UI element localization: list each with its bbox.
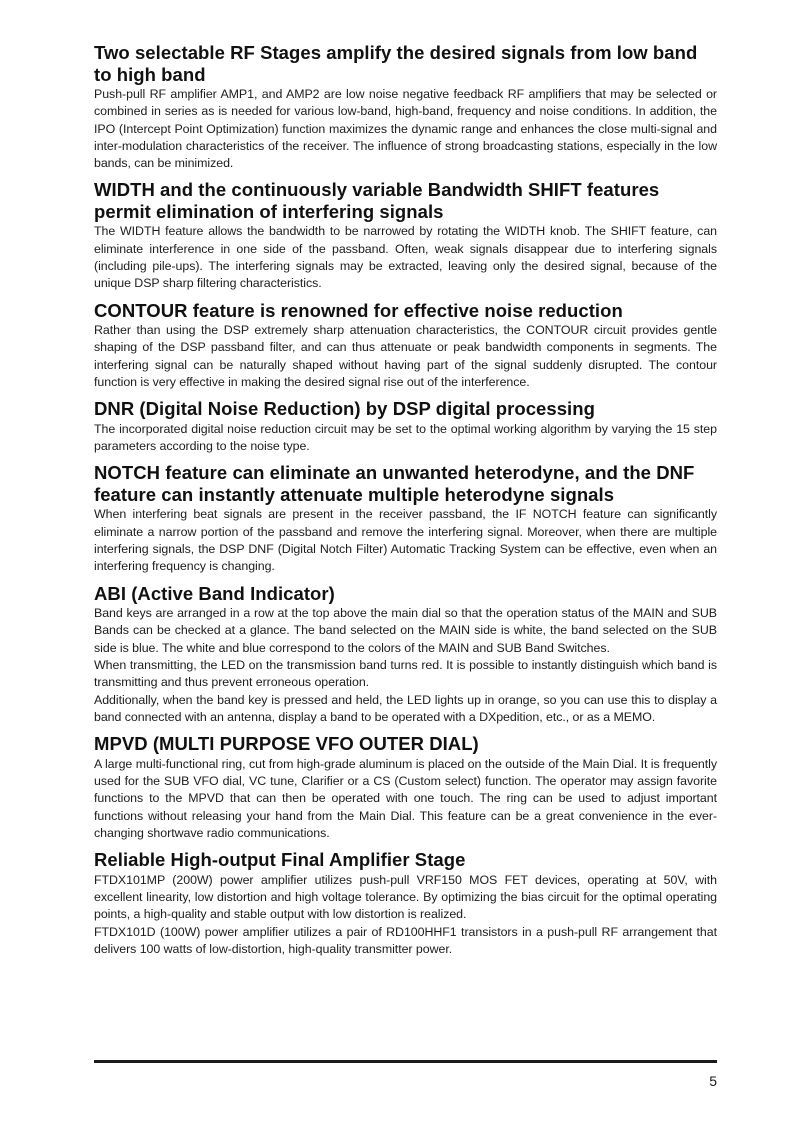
section-paragraph: A large multi-functional ring, cut from high-grade aluminum is placed on the outside of the Main Dial. It is frequently used for the SUB VFO dial, VC tune, Clarifier or a CS (Custom select) function. The operator may assign favorite functions to the MPVD that can then be operated with one touch. The ring can be used to adjust important functions without releasing your hand from the Main Dial. This feature can be a great convenience in the ever-changing shortwave radio communications. [94,756,717,840]
section-paragraph: Push-pull RF amplifier AMP1, and AMP2 are low noise negative feedback RF amplifiers that may be selected or combined in series as is needed for various low-band, high-band, frequency and noise conditions. In addition, the IPO (Intercept Point Optimization) function maximizes the dynamic range and enhances the close multi-signal and inter-modulation characteristics of the receiver. The influence of strong broadcasting stations, especially in the low bands, can be minimized. [94,87,717,171]
section-notch-dnf [94,462,717,575]
section-paragraph: When transmitting, the LED on the transmission band turns red. It is possible to instantly distinguish which band is transmitting and thus prevent erroneous operation. [94,658,717,690]
section-contour [94,300,717,392]
section-paragraph: FTDX101D (100W) power amplifier utilizes a pair of RD100HHF1 transistors in a push-pull RF arrangement that delivers 100 watts of low-distortion, high-quality transmitter power. [94,924,717,956]
page-content [94,42,717,965]
section-heading: NOTCH feature can eliminate an unwanted heterodyne, and the DNF feature can instantly attenuate multiple heterodyne signals [94,462,695,505]
section-dnr [94,398,717,455]
section-heading: Two selectable RF Stages amplify the desired signals from low band to high band [94,42,698,85]
section-heading: DNR (Digital Noise Reduction) by DSP digital processing [94,398,595,420]
section-width-shift [94,179,717,292]
section-heading: ABI (Active Band Indicator) [94,582,335,604]
footer-rule [94,1060,717,1063]
section-heading: MPVD (MULTI PURPOSE VFO OUTER DIAL) [94,733,479,755]
section-paragraph: Rather than using the DSP extremely sharp attenuation characteristics, the CONTOUR circuit provides gentle shaping of the DSP passband filter, and can thus attenuate or peak bandwidth components in segments. The interfering signal can be naturally shaped without having part of the signal suddenly disrupted. The contour function is very effective in making the desired signal rise out of the interference. [94,323,717,390]
section-paragraph: FTDX101MP (200W) power amplifier utilizes push-pull VRF150 MOS FET devices, operating at 50V, with excellent linearity, low distortion and high voltage tolerance. By optimizing the bias circuit for the optimal operating points, a high-quality and stable output with low distortion is realized. [94,872,717,922]
section-abi [94,583,717,727]
section-paragraph: When interfering beat signals are present in the receiver passband, the IF NOTCH feature can significantly eliminate a narrow portion of the passband and remove the interfering signal. Moreover, when there are multiple interfering signals, the DSP DNF (Digital Notch Filter) Automatic Tracking System can be effective, even when an interfering frequency is changing. [94,507,717,574]
section-paragraph: Band keys are arranged in a row at the top above the main dial so that the operation status of the MAIN and SUB Bands can be checked at a glance. The band selected on the MAIN side is white, the band selected on the SUB side is blue. The white and blue correspond to the colors of the MAIN and SUB Band Switches. [94,606,717,655]
section-paragraph: Additionally, when the band key is pressed and held, the LED lights up in orange, so you can use this to display a band connected with an antenna, display a band to be operated with a DXpedition, etc., or as a MEMO. [94,692,717,724]
section-mpvd [94,733,717,842]
section-final-amplifier [94,849,717,958]
section-heading: Reliable High-output Final Amplifier Stage [94,849,466,871]
section-heading: WIDTH and the continuously variable Bandwidth SHIFT features permit elimination of interfering signals [94,179,660,222]
page-number: 5 [709,1073,717,1089]
section-heading: CONTOUR feature is renowned for effective noise reduction [94,299,623,321]
section-paragraph: The WIDTH feature allows the bandwidth to be narrowed by rotating the WIDTH knob. The SHIFT feature, can eliminate interference in one side of the passband. Often, weak signals disappear due to interfering signals (including pile-ups). The interfering signals may be extracted, leaving only the desired signal, because of the unique DSP sharp filtering characteristics. [94,224,717,291]
section-rf-stages [94,42,717,172]
section-paragraph: The incorporated digital noise reduction circuit may be set to the optimal working algorithm by varying the 15 step parameters according to the noise type. [94,421,717,454]
